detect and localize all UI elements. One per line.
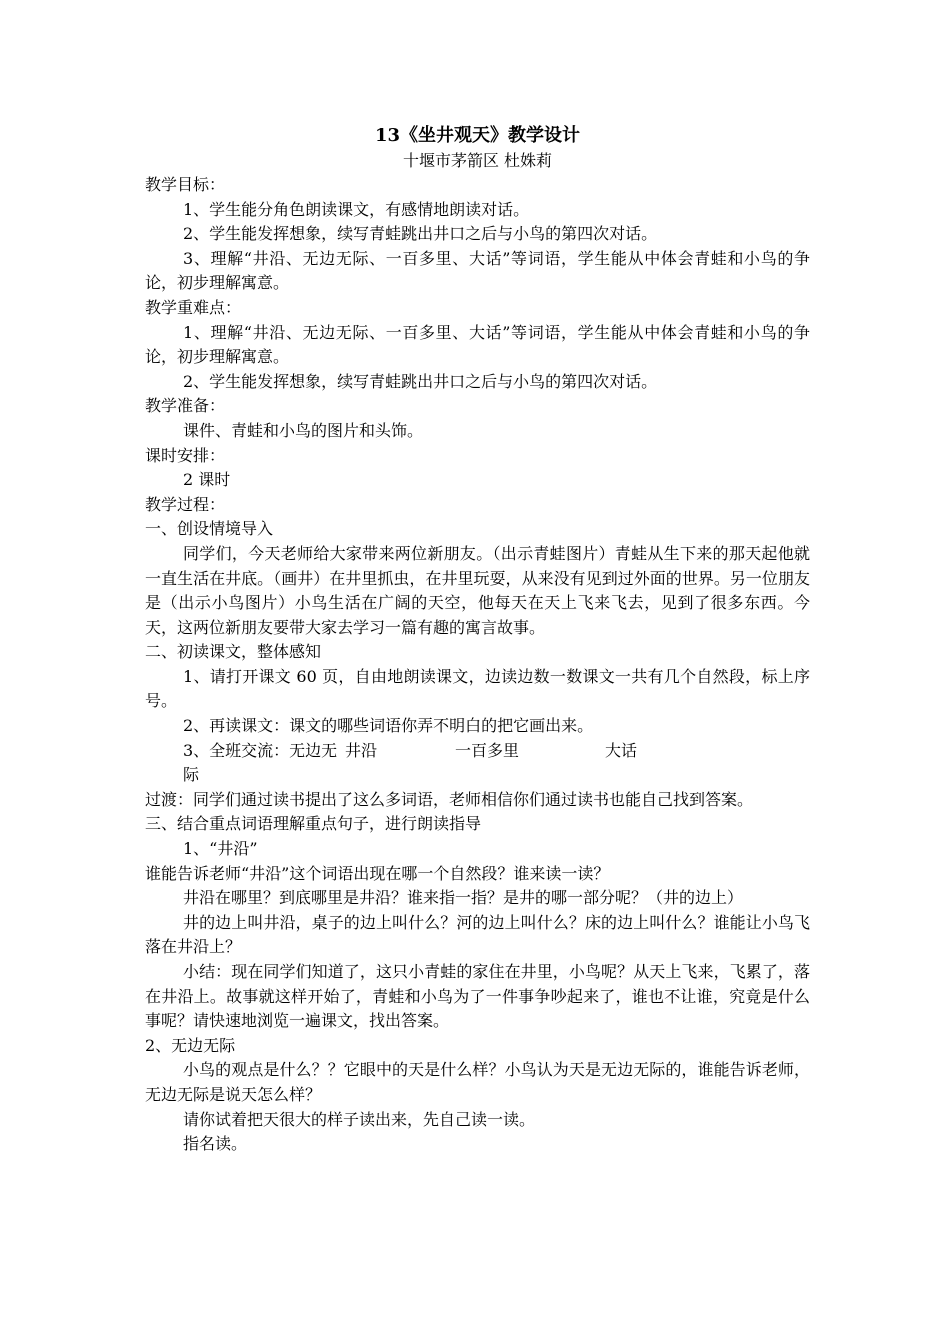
question-text: 谁能告诉老师“井沿”这个词语出现在哪一个自然段？谁来读一读？ — [145, 863, 610, 883]
paragraph: 请你试着把天很大的样子读出来，先自己读一读。 — [183, 1109, 536, 1129]
preparation-heading: 教学准备： — [145, 396, 226, 416]
goal-item: 3、理解“井沿、无边无际、一百多里、大话”等词语，学生能从中体会青蛙和小鸟的争论，初步理解寓意。 — [145, 248, 810, 293]
paragraph: 指名读。 — [183, 1134, 248, 1154]
key-point-item: 2、学生能发挥想象，续写青蛙跳出井口之后与小鸟的第四次对话。 — [183, 371, 658, 391]
summary-paragraph: 小结：现在同学们知道了，这只小青蛙的家住在井里，小鸟呢？从天上飞来，飞累了，落在井沿上。故事就这样开始了，青蛙和小鸟为了一件事争吵起来了，谁也不让谁，究竟是什么事呢？请快速地浏览一遍课文，找出答案。 — [145, 962, 810, 1031]
part1-text: 同学们，今天老师给大家带来两位新朋友。（出示青蛙图片）青蛙从生下来的那天起他就一直生活在井底。（画井）在井里抓虫，在井里玩耍，从来没有见到过外面的世界。另一位朋友是（出示小鸟图片）小鸟生活在广阔的天空，他每天在天上飞来飞去，见到了很多东西。今天，这两位新朋友要带大家去学习一篇有趣的寓言故事。 — [145, 543, 810, 637]
part2-step: 2、再读课文：课文的哪些词语你弄不明白的把它画出来。 — [183, 716, 594, 736]
goal-item: 2、学生能发挥想象，续写青蛙跳出井口之后与小鸟的第四次对话。 — [183, 224, 658, 244]
schedule-text: 2 课时 — [183, 470, 231, 490]
vocab-item: 一百多里 — [455, 740, 520, 760]
process-heading: 教学过程： — [145, 494, 226, 514]
paragraph: 小鸟的观点是什么？？它眼中的天是什么样？小鸟认为天是无边无际的，谁能告诉老师，无边无际是说天怎么样？ — [145, 1060, 810, 1104]
subsection-title: 2、无边无际 — [145, 1035, 236, 1055]
part2-heading: 二、初读课文，整体感知 — [145, 642, 322, 662]
schedule-heading: 课时安排： — [145, 445, 226, 465]
paragraph: 井的边上叫井沿，桌子的边上叫什么？河的边上叫什么？床的边上叫什么？谁能让小鸟飞落在井沿上？ — [145, 912, 810, 957]
vocab-item: 大话 — [605, 740, 638, 760]
goal-item: 1、学生能分角色朗读课文，有感情地朗读对话。 — [183, 199, 530, 219]
document-title: 13《坐井观天》教学设计 — [374, 125, 581, 146]
preparation-text: 课件、青蛙和小鸟的图片和头饰。 — [183, 420, 424, 440]
vocabulary-row — [145, 739, 810, 788]
subsection-title: 1、“井沿” — [183, 839, 258, 859]
vocab-item: 井沿 — [345, 740, 378, 760]
part3-heading: 三、结合重点词语理解重点句子，进行朗读指导 — [145, 814, 482, 834]
part1-heading: 一、创设情境导入 — [145, 519, 274, 539]
goals-heading: 教学目标： — [145, 175, 226, 194]
transition-text: 过渡：同学们通过读书提出了这么多词语，老师相信你们通过读书也能自己找到答案。 — [145, 789, 754, 809]
key-point-item: 1、理解“井沿、无边无际、一百多里、大话”等词语，学生能从中体会青蛙和小鸟的争论，初步理解寓意。 — [145, 322, 810, 367]
paragraph: 井沿在哪里？到底哪里是井沿？谁来指一指？是井的哪一部分呢？（井的边上） — [183, 888, 744, 908]
key-points-heading: 教学重难点： — [145, 297, 242, 317]
author-line: 十堰市茅箭区 杜姝莉 — [402, 151, 553, 170]
part2-step: 1、请打开课文 60 页，自由地朗读课文，边读边数一数课文一共有几个自然段，标上序号。 — [145, 666, 810, 711]
document-page — [145, 122, 810, 1157]
vocab-item: 3、全班交流：无边无际 — [183, 740, 338, 785]
